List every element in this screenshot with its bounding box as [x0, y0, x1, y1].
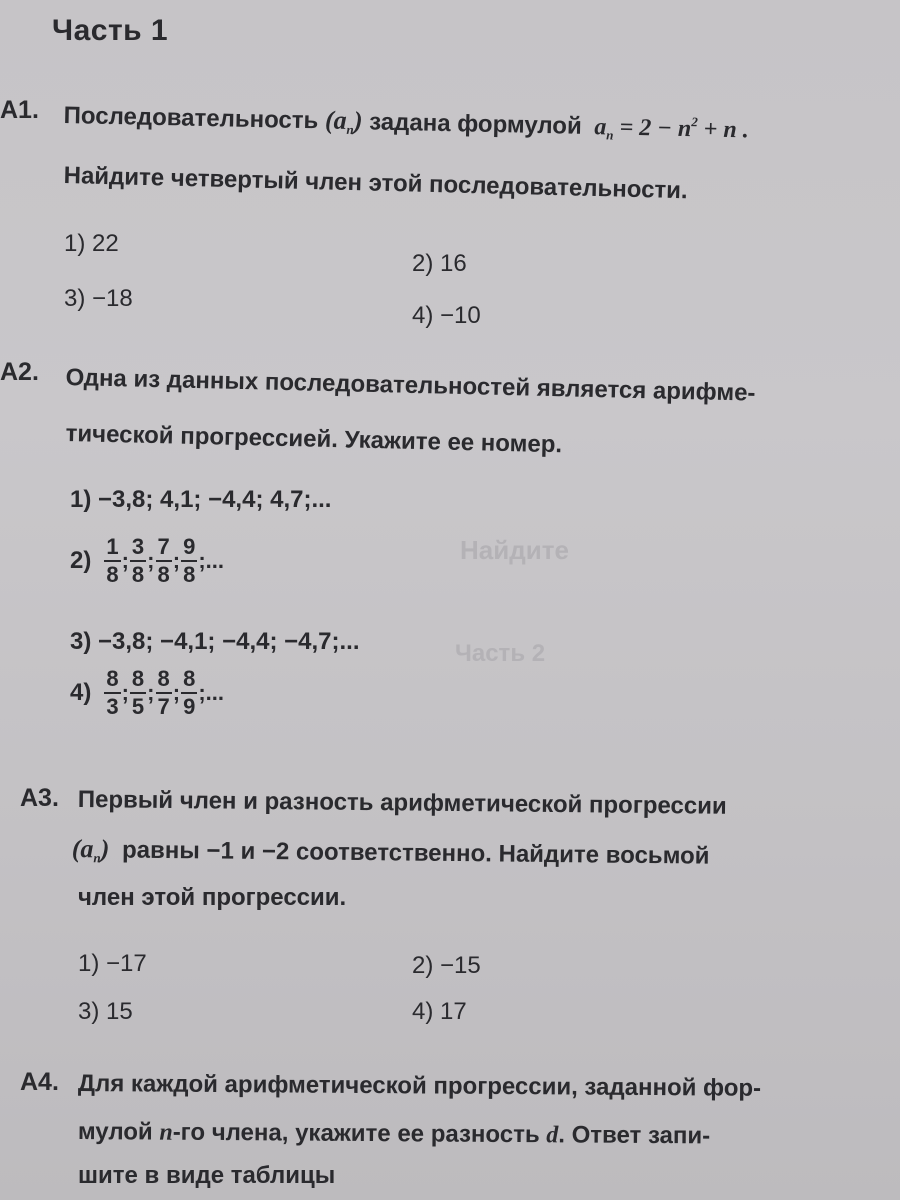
a2-line2: тической прогрессией. Укажите ее номер.: [65, 420, 563, 459]
a3-option-3: 3) 15: [78, 998, 133, 1025]
a1-option-2: 2) 16: [412, 250, 467, 277]
part-title: Часть 1: [52, 14, 169, 47]
a2-option-3: 3) −3,8; −4,1; −4,4; −4,7;...: [70, 628, 360, 655]
fraction: $\frac{8}{5}$: [131, 666, 145, 719]
fraction: $\frac{8}{7}$: [157, 666, 170, 719]
ghost-text: Найдите: [460, 535, 569, 565]
fraction: $\frac{7}{8}$: [157, 534, 170, 587]
a1-option-4: 4) −10: [412, 302, 481, 329]
a3-option-2: 2) −15: [412, 952, 481, 979]
a3-option-4: 4) 17: [412, 998, 467, 1025]
a2-option-1: 1) −3,8; 4,1; −4,4; 4,7;...: [70, 486, 332, 513]
fraction: $\frac{9}{8}$: [183, 534, 196, 587]
a4-line3: шите в виде таблицы: [78, 1162, 336, 1189]
a2-option-4: 4) $\frac{8}{3}$ ; $\frac{8}{5}$ ; $\frac{8}{7}$ ; $\frac{8}{9}$ ;...: [70, 666, 224, 719]
ghost-text: Часть 2: [455, 640, 546, 667]
a4-line2: мулой n-го члена, укажите ее разность d. Ответ запи-: [77, 1118, 711, 1150]
a1-option-1: 1) 22: [64, 230, 119, 257]
a1-line1: Последовательность $(a_n)$ задана формулой $a_n = 2 - n^2 + n$ .: [63, 101, 749, 144]
fraction: $\frac{1}{8}$: [106, 534, 119, 587]
fraction: $\frac{8}{9}$: [183, 666, 196, 719]
task-number-a3: А3.: [20, 784, 59, 812]
a3-option-1: 1) −17: [78, 950, 147, 977]
a2-option-2: 2) $\frac{1}{8}$ ; $\frac{3}{8}$ ; $\frac{7}{8}$ ; $\frac{9}{8}$ ;...: [70, 534, 224, 587]
task-number-a1: А1.: [0, 96, 39, 124]
a4-line1: Для каждой арифметической прогрессии, заданной фор-: [77, 1070, 762, 1102]
a2-line1: Одна из данных последовательностей является арифме-: [65, 364, 756, 407]
a3-line3: член этой прогрессии.: [78, 884, 347, 911]
a1-line2: Найдите четвертый член этой последовательности.: [63, 162, 688, 205]
fraction: $\frac{8}{3}$: [106, 666, 119, 719]
a1-option-3: 3) −18: [64, 285, 133, 312]
a3-line2: $(a_n)$ равны −1 и −2 соответственно. Найдите восьмой: [71, 834, 710, 870]
task-number-a4: А4.: [20, 1068, 59, 1096]
fraction: $\frac{3}{8}$: [131, 534, 145, 587]
a3-line1: Первый член и разность арифметической прогрессии: [77, 786, 727, 820]
task-number-a2: А2.: [0, 358, 39, 386]
